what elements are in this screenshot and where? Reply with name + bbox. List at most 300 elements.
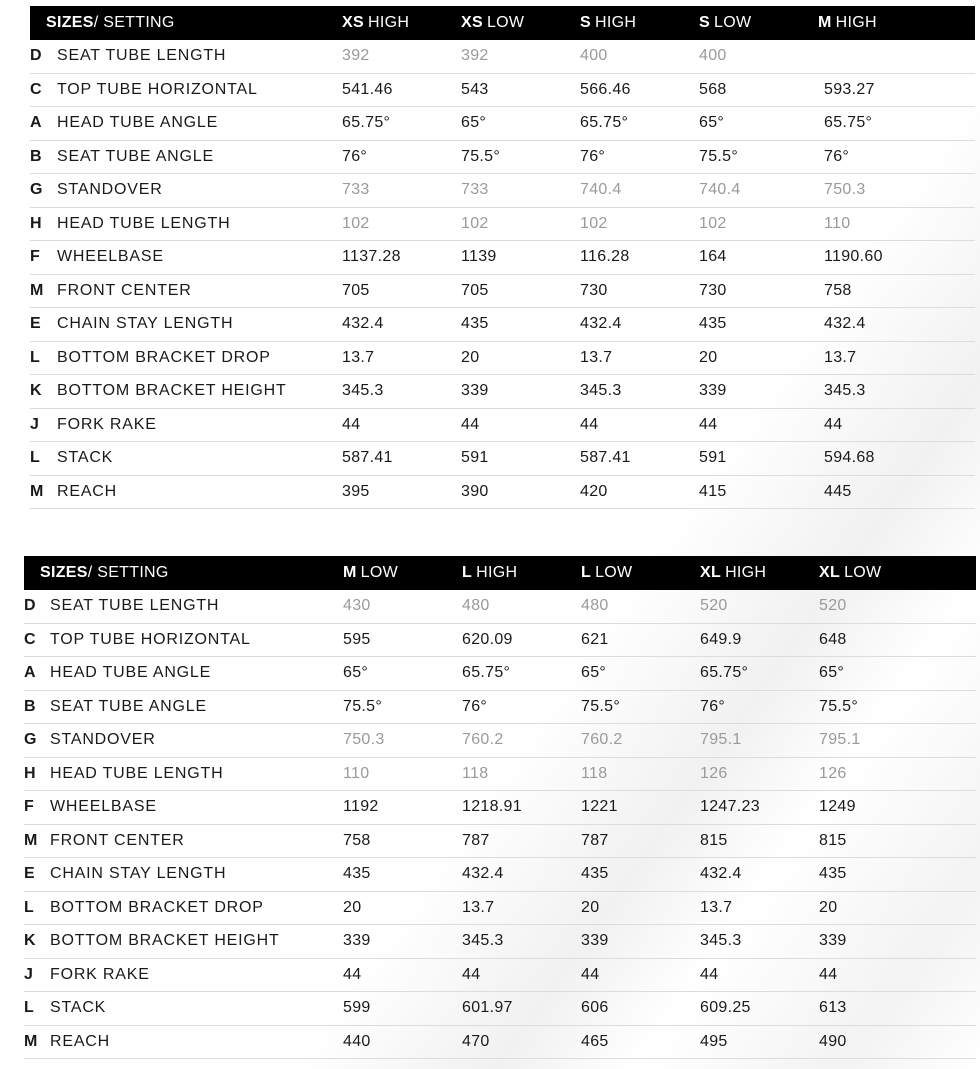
cell-value: 20 <box>581 898 600 916</box>
value-cell <box>700 992 819 1026</box>
value-cell <box>699 207 818 241</box>
value-cell <box>818 40 975 73</box>
cell-value: 345.3 <box>342 382 384 400</box>
value-cell <box>700 1025 819 1059</box>
cell-value: 20 <box>699 348 718 366</box>
value-cell <box>819 891 976 925</box>
cell-value: 705 <box>461 281 489 299</box>
value-cell <box>699 375 818 409</box>
value-cell <box>462 824 581 858</box>
value-cell <box>462 590 581 623</box>
column-header <box>580 6 699 40</box>
row-code: L <box>30 442 57 476</box>
value-cell <box>700 925 819 959</box>
value-cell <box>699 73 818 107</box>
cell-value: 400 <box>580 47 608 65</box>
cell-value: 13.7 <box>580 348 613 366</box>
value-cell <box>580 207 699 241</box>
row-label: WHEELBASE <box>57 241 342 275</box>
cell-value: 65.75° <box>700 664 749 682</box>
column-header <box>819 556 976 590</box>
value-cell <box>581 958 700 992</box>
cell-value: 432.4 <box>700 865 742 883</box>
row-label: STACK <box>50 992 343 1026</box>
cell-value: 75.5° <box>819 697 859 715</box>
value-cell <box>342 140 461 174</box>
value-cell <box>581 724 700 758</box>
value-cell <box>343 724 462 758</box>
row-code: L <box>30 341 57 375</box>
column-size: S <box>699 14 710 31</box>
value-cell <box>700 623 819 657</box>
table-row <box>30 107 975 141</box>
value-cell <box>462 891 581 925</box>
row-label: SEAT TUBE LENGTH <box>50 590 343 623</box>
row-code: L <box>24 992 50 1026</box>
cell-value: 65° <box>819 664 845 682</box>
cell-value: 339 <box>581 932 609 950</box>
cell-value: 730 <box>699 281 727 299</box>
value-cell <box>461 73 580 107</box>
cell-value: 345.3 <box>580 382 622 400</box>
cell-value: 65.75° <box>824 114 873 132</box>
value-cell <box>342 375 461 409</box>
value-cell <box>461 241 580 275</box>
row-code: E <box>30 308 57 342</box>
row-label: TOP TUBE HORIZONTAL <box>50 623 343 657</box>
table-row <box>30 207 975 241</box>
column-header <box>342 6 461 40</box>
cell-value: 740.4 <box>580 181 622 199</box>
value-cell <box>581 925 700 959</box>
table-row <box>24 925 976 959</box>
header-sizes-label: SIZES <box>46 14 94 31</box>
cell-value: 750.3 <box>824 181 866 199</box>
header-setting-label: / SETTING <box>93 14 175 31</box>
table-row <box>24 858 976 892</box>
cell-value: 102 <box>580 214 608 232</box>
header-row <box>30 6 975 40</box>
cell-value: 20 <box>461 348 480 366</box>
cell-value: 465 <box>581 1032 609 1050</box>
value-cell <box>343 1025 462 1059</box>
value-cell <box>343 925 462 959</box>
cell-value: 1192 <box>343 798 379 816</box>
value-cell <box>461 140 580 174</box>
table-row <box>30 274 975 308</box>
cell-value: 44 <box>700 965 719 983</box>
cell-value: 440 <box>343 1032 371 1050</box>
cell-value: 110 <box>824 214 851 232</box>
cell-value: 395 <box>342 482 370 500</box>
column-header <box>462 556 581 590</box>
row-label: FORK RAKE <box>57 408 342 442</box>
cell-value: 591 <box>461 449 489 467</box>
value-cell <box>461 442 580 476</box>
value-cell <box>461 408 580 442</box>
value-cell <box>700 824 819 858</box>
cell-value: 65° <box>699 114 725 132</box>
cell-value: 730 <box>580 281 608 299</box>
value-cell <box>580 241 699 275</box>
cell-value: 44 <box>580 415 599 433</box>
column-size: M <box>343 564 357 581</box>
row-code: K <box>30 375 57 409</box>
value-cell <box>700 757 819 791</box>
row-label: SEAT TUBE ANGLE <box>57 140 342 174</box>
row-label: BOTTOM BRACKET DROP <box>50 891 343 925</box>
row-code: E <box>24 858 50 892</box>
column-setting: LOW <box>844 564 882 581</box>
geometry-table-1 <box>30 6 975 509</box>
table-row <box>24 757 976 791</box>
cell-value: 480 <box>462 597 490 615</box>
value-cell <box>819 690 976 724</box>
cell-value: 20 <box>819 898 838 916</box>
cell-value: 102 <box>461 214 489 232</box>
value-cell <box>700 791 819 825</box>
value-cell <box>699 40 818 73</box>
value-cell <box>462 690 581 724</box>
row-label: BOTTOM BRACKET DROP <box>57 341 342 375</box>
cell-value: 44 <box>581 965 600 983</box>
value-cell <box>581 1025 700 1059</box>
cell-value: 118 <box>581 764 608 782</box>
cell-value: 750.3 <box>343 731 385 749</box>
cell-value: 587.41 <box>342 449 393 467</box>
value-cell <box>699 442 818 476</box>
value-cell <box>699 140 818 174</box>
value-cell <box>700 958 819 992</box>
column-size: L <box>581 564 592 581</box>
cell-value: 787 <box>462 831 490 849</box>
column-header <box>818 6 975 40</box>
column-header <box>581 556 700 590</box>
table-row <box>30 174 975 208</box>
cell-value: 65.75° <box>580 114 629 132</box>
column-setting: LOW <box>714 14 752 31</box>
value-cell <box>581 590 700 623</box>
value-cell <box>699 241 818 275</box>
cell-value: 44 <box>342 415 361 433</box>
value-cell <box>581 824 700 858</box>
table-row <box>24 958 976 992</box>
value-cell <box>819 1025 976 1059</box>
cell-value: 75.5° <box>699 147 739 165</box>
value-cell <box>819 657 976 691</box>
value-cell <box>818 274 975 308</box>
value-cell <box>342 341 461 375</box>
row-code: A <box>30 107 57 141</box>
value-cell <box>462 623 581 657</box>
table-row <box>24 992 976 1026</box>
value-cell <box>461 207 580 241</box>
row-label: BOTTOM BRACKET HEIGHT <box>57 375 342 409</box>
value-cell <box>462 724 581 758</box>
value-cell <box>818 174 975 208</box>
value-cell <box>818 408 975 442</box>
value-cell <box>580 375 699 409</box>
row-code: G <box>30 174 57 208</box>
cell-value: 470 <box>462 1032 490 1050</box>
header-setting-label: / SETTING <box>87 564 169 581</box>
value-cell <box>343 623 462 657</box>
value-cell <box>700 724 819 758</box>
table-row <box>24 690 976 724</box>
value-cell <box>580 442 699 476</box>
cell-value: 44 <box>462 965 481 983</box>
cell-value: 126 <box>819 764 847 782</box>
cell-value: 1247.23 <box>700 798 760 816</box>
value-cell <box>342 442 461 476</box>
value-cell <box>819 992 976 1026</box>
row-label: HEAD TUBE ANGLE <box>57 107 342 141</box>
cell-value: 758 <box>343 831 371 849</box>
value-cell <box>580 107 699 141</box>
cell-value: 815 <box>819 831 847 849</box>
value-cell <box>342 308 461 342</box>
value-cell <box>819 623 976 657</box>
column-setting: HIGH <box>725 564 767 581</box>
row-code: D <box>30 40 57 73</box>
cell-value: 392 <box>342 47 370 65</box>
cell-value: 445 <box>824 482 852 500</box>
cell-value: 1221 <box>581 798 618 816</box>
value-cell <box>818 73 975 107</box>
cell-value: 65.75° <box>342 114 391 132</box>
row-code: G <box>24 724 50 758</box>
table-row <box>30 442 975 476</box>
value-cell <box>580 308 699 342</box>
cell-value: 490 <box>819 1032 847 1050</box>
cell-value: 609.25 <box>700 999 751 1017</box>
table-row <box>30 140 975 174</box>
cell-value: 601.97 <box>462 999 513 1017</box>
value-cell <box>462 992 581 1026</box>
value-cell <box>462 757 581 791</box>
value-cell <box>818 308 975 342</box>
cell-value: 480 <box>581 597 609 615</box>
row-label: SEAT TUBE ANGLE <box>50 690 343 724</box>
value-cell <box>461 308 580 342</box>
cell-value: 345.3 <box>462 932 504 950</box>
column-size: XL <box>819 564 841 581</box>
cell-value: 568 <box>699 80 727 98</box>
cell-value: 595 <box>343 630 371 648</box>
cell-value: 760.2 <box>581 731 623 749</box>
value-cell <box>700 657 819 691</box>
value-cell <box>342 274 461 308</box>
cell-value: 1190.60 <box>824 248 883 266</box>
cell-value: 787 <box>581 831 609 849</box>
cell-value: 345.3 <box>700 932 742 950</box>
cell-value: 345.3 <box>824 382 866 400</box>
cell-value: 620.09 <box>462 630 513 648</box>
value-cell <box>580 475 699 509</box>
cell-value: 339 <box>343 932 371 950</box>
row-label: STANDOVER <box>50 724 343 758</box>
cell-value: 118 <box>462 764 489 782</box>
value-cell <box>819 824 976 858</box>
cell-value: 339 <box>461 382 489 400</box>
table-row <box>30 408 975 442</box>
row-code: J <box>30 408 57 442</box>
row-code: F <box>24 791 50 825</box>
value-cell <box>581 858 700 892</box>
row-label: FRONT CENTER <box>50 824 343 858</box>
cell-value: 599 <box>343 999 371 1017</box>
cell-value: 13.7 <box>824 348 857 366</box>
value-cell <box>581 757 700 791</box>
value-cell <box>699 408 818 442</box>
cell-value: 76° <box>580 147 606 165</box>
row-label: WHEELBASE <box>50 791 343 825</box>
value-cell <box>342 40 461 73</box>
row-code: L <box>24 891 50 925</box>
value-cell <box>342 475 461 509</box>
value-cell <box>462 1025 581 1059</box>
cell-value: 593.27 <box>824 80 875 98</box>
row-label: BOTTOM BRACKET HEIGHT <box>50 925 343 959</box>
cell-value: 621 <box>581 630 609 648</box>
table-row <box>30 375 975 409</box>
value-cell <box>343 824 462 858</box>
column-size: XS <box>461 14 483 31</box>
row-code: A <box>24 657 50 691</box>
column-size: XS <box>342 14 364 31</box>
cell-value: 339 <box>819 932 847 950</box>
row-label: FRONT CENTER <box>57 274 342 308</box>
cell-value: 430 <box>343 597 371 615</box>
cell-value: 795.1 <box>700 731 742 749</box>
value-cell <box>342 73 461 107</box>
table-row <box>24 891 976 925</box>
value-cell <box>461 475 580 509</box>
cell-value: 613 <box>819 999 847 1017</box>
cell-value: 65° <box>343 664 369 682</box>
cell-value: 75.5° <box>461 147 501 165</box>
value-cell <box>343 657 462 691</box>
cell-value: 164 <box>699 248 727 266</box>
cell-value: 435 <box>581 865 609 883</box>
value-cell <box>818 442 975 476</box>
cell-value: 400 <box>699 47 727 65</box>
cell-value: 390 <box>461 482 489 500</box>
cell-value: 432.4 <box>580 315 622 333</box>
value-cell <box>818 207 975 241</box>
value-cell <box>462 791 581 825</box>
column-size: XL <box>700 564 722 581</box>
row-code: F <box>30 241 57 275</box>
row-label: STACK <box>57 442 342 476</box>
row-code: M <box>24 1025 50 1059</box>
value-cell <box>580 408 699 442</box>
value-cell <box>581 657 700 691</box>
cell-value: 13.7 <box>700 898 733 916</box>
row-label: SEAT TUBE LENGTH <box>57 40 342 73</box>
cell-value: 543 <box>461 80 489 98</box>
column-setting: HIGH <box>367 14 410 31</box>
value-cell <box>581 992 700 1026</box>
table-row <box>24 590 976 623</box>
value-cell <box>343 992 462 1026</box>
table-row <box>24 824 976 858</box>
column-header <box>699 6 818 40</box>
value-cell <box>343 858 462 892</box>
value-cell <box>700 858 819 892</box>
value-cell <box>581 690 700 724</box>
value-cell <box>580 274 699 308</box>
row-code: M <box>24 824 50 858</box>
table-row <box>30 241 975 275</box>
cell-value: 1137.28 <box>342 248 401 266</box>
value-cell <box>819 958 976 992</box>
header-sizes-label: SIZES <box>40 564 88 581</box>
value-cell <box>699 475 818 509</box>
cell-value: 566.46 <box>580 80 631 98</box>
value-cell <box>343 690 462 724</box>
cell-value: 705 <box>342 281 370 299</box>
value-cell <box>343 791 462 825</box>
cell-value: 13.7 <box>342 348 375 366</box>
cell-value: 541.46 <box>342 80 393 98</box>
column-setting: HIGH <box>835 14 877 31</box>
cell-value: 102 <box>342 214 370 232</box>
value-cell <box>461 341 580 375</box>
cell-value: 420 <box>580 482 608 500</box>
cell-value: 815 <box>700 831 728 849</box>
table-row <box>30 73 975 107</box>
row-code: J <box>24 958 50 992</box>
row-code: B <box>30 140 57 174</box>
cell-value: 432.4 <box>824 315 866 333</box>
value-cell <box>818 241 975 275</box>
value-cell <box>343 590 462 623</box>
geometry-table-2 <box>24 556 976 1059</box>
value-cell <box>819 724 976 758</box>
value-cell <box>580 341 699 375</box>
sizes-setting-header <box>24 556 343 590</box>
column-header <box>700 556 819 590</box>
cell-value: 1249 <box>819 798 856 816</box>
cell-value: 44 <box>461 415 480 433</box>
value-cell <box>700 690 819 724</box>
value-cell <box>580 73 699 107</box>
value-cell <box>342 241 461 275</box>
row-code: D <box>24 590 50 623</box>
cell-value: 415 <box>699 482 727 500</box>
table-row <box>24 724 976 758</box>
value-cell <box>462 858 581 892</box>
cell-value: 44 <box>824 415 843 433</box>
cell-value: 116.28 <box>580 248 630 266</box>
row-label: STANDOVER <box>57 174 342 208</box>
table-row <box>24 1025 976 1059</box>
column-setting: LOW <box>595 564 633 581</box>
cell-value: 75.5° <box>581 697 621 715</box>
cell-value: 44 <box>819 965 838 983</box>
value-cell <box>818 107 975 141</box>
cell-value: 495 <box>700 1032 728 1050</box>
value-cell <box>461 40 580 73</box>
value-cell <box>699 274 818 308</box>
value-cell <box>580 40 699 73</box>
row-label: HEAD TUBE LENGTH <box>57 207 342 241</box>
value-cell <box>462 925 581 959</box>
table-row <box>30 341 975 375</box>
value-cell <box>699 341 818 375</box>
value-cell <box>819 925 976 959</box>
